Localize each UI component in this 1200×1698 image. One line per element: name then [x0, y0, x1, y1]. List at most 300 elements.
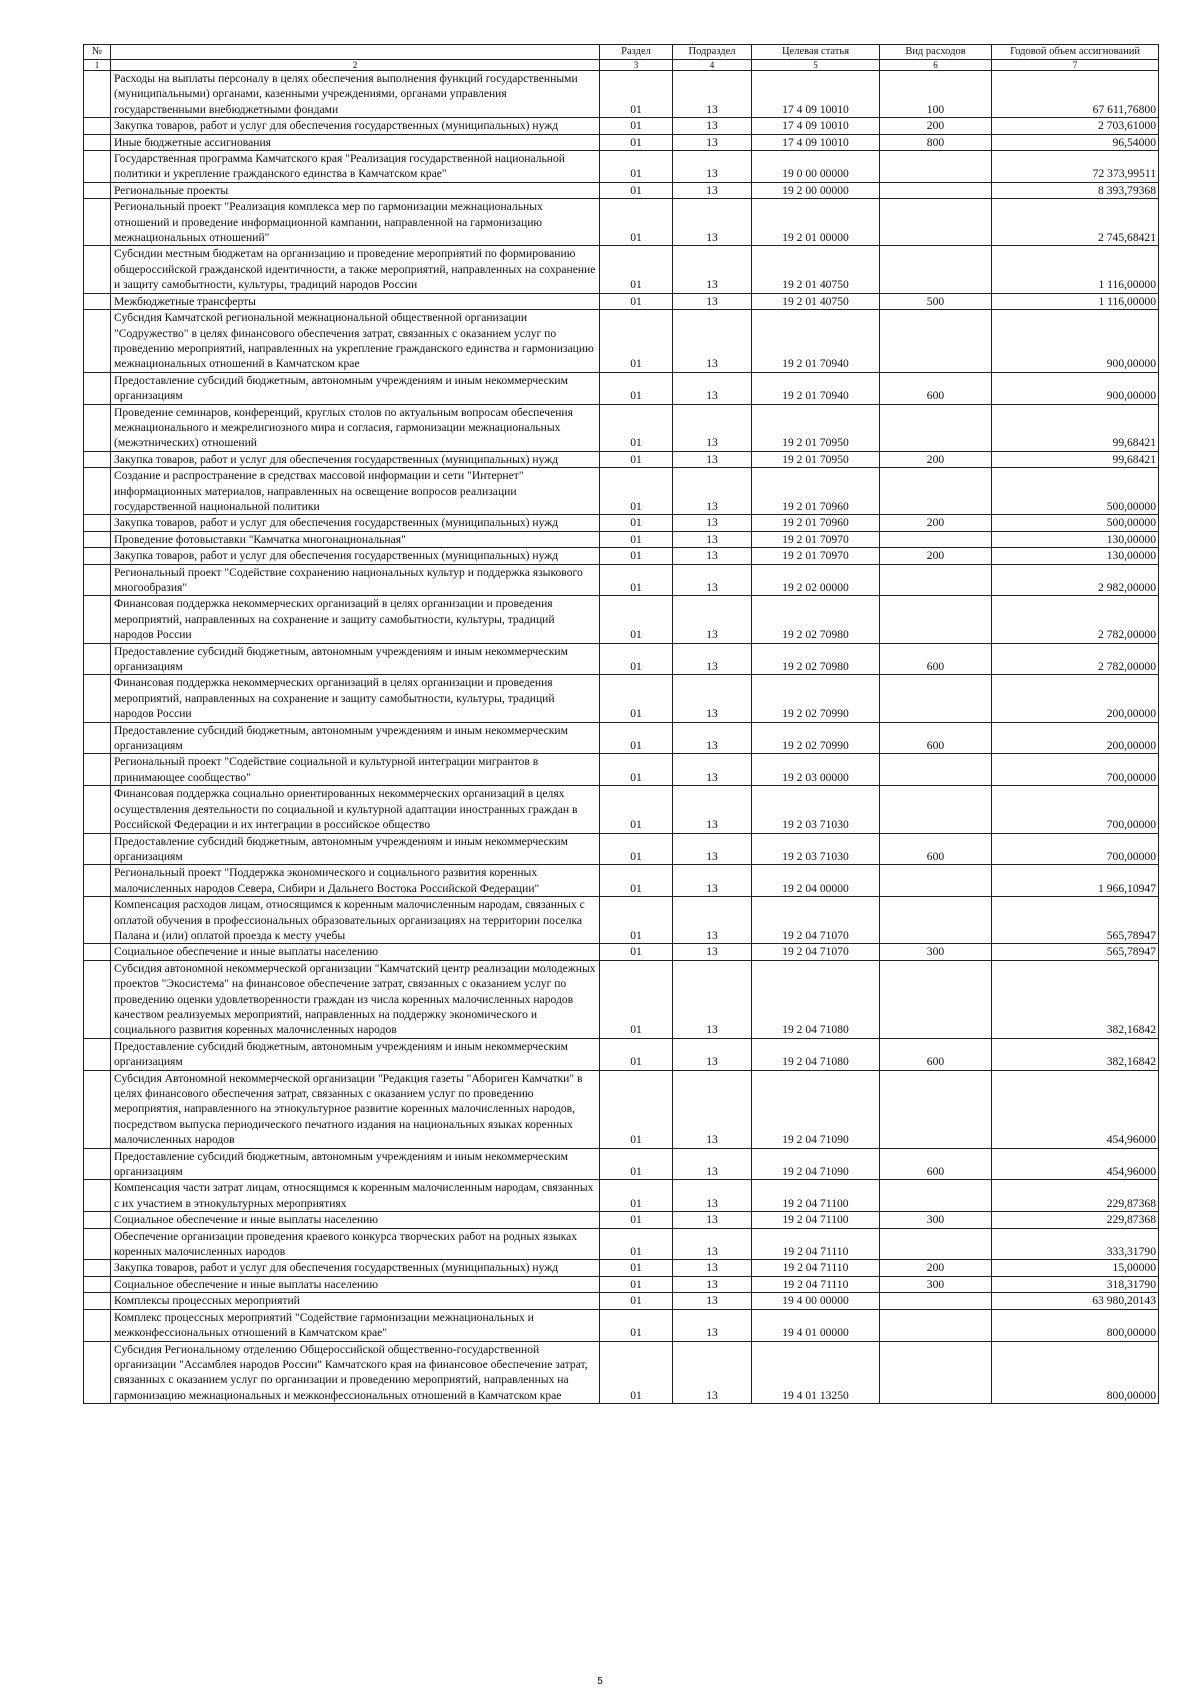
row-amount-cell: 700,00000 [992, 754, 1159, 786]
row-amount-cell: 2 745,68421 [992, 199, 1159, 246]
table-row [84, 1180, 1159, 1212]
table-row [84, 1293, 1159, 1309]
row-expense-type-cell [880, 1309, 992, 1341]
row-expense-type-cell: 200 [880, 548, 992, 564]
row-number-cell [84, 833, 111, 865]
row-target-article-cell: 19 2 02 70990 [752, 722, 880, 754]
table-row [84, 564, 1159, 596]
row-expense-type-cell: 100 [880, 71, 992, 118]
row-podrazdel-cell: 13 [673, 833, 752, 865]
row-podrazdel-cell: 13 [673, 722, 752, 754]
row-amount-cell: 800,00000 [992, 1309, 1159, 1341]
column-number: 2 [111, 60, 600, 71]
row-number-cell [84, 1070, 111, 1148]
row-target-article-cell: 19 4 00 00000 [752, 1293, 880, 1309]
row-name-cell: Предоставление субсидий бюджетным, автономным учреждениям и иным некоммерческим организациям [111, 1148, 600, 1180]
row-razdel-cell: 01 [600, 786, 673, 833]
row-target-article-cell: 19 2 03 71030 [752, 833, 880, 865]
row-expense-type-cell [880, 246, 992, 293]
row-name-cell: Региональный проект "Поддержка экономического и социального развития коренных малочисленных народов Севера, Сибири и Дальнего Востока Российской Федерации" [111, 865, 600, 897]
row-target-article-cell: 19 2 04 71080 [752, 1038, 880, 1070]
row-razdel-cell: 01 [600, 1260, 673, 1276]
row-podrazdel-cell: 13 [673, 1341, 752, 1404]
table-row [84, 515, 1159, 531]
row-name-cell: Социальное обеспечение и иные выплаты населению [111, 1276, 600, 1292]
column-number: 5 [752, 60, 880, 71]
row-amount-cell: 2 782,00000 [992, 596, 1159, 643]
table-row [84, 372, 1159, 404]
row-expense-type-cell [880, 754, 992, 786]
row-amount-cell: 200,00000 [992, 722, 1159, 754]
row-target-article-cell: 19 2 01 40750 [752, 293, 880, 309]
row-amount-cell: 2 982,00000 [992, 564, 1159, 596]
row-name-cell: Субсидия Автономной некоммерческой организации "Редакция газеты "Абориген Камчатки" в целях финансового обеспечения затрат, связанных с оказанием услуг по проведению мероприятия, направленного на этнокультурное развитие коренных малочисленных народов, посредством выпуска периодического печатного издания на национальных языках коренных малочисленных народов [111, 1070, 600, 1148]
row-target-article-cell: 19 4 01 00000 [752, 1309, 880, 1341]
row-podrazdel-cell: 13 [673, 1212, 752, 1228]
row-number-cell [84, 372, 111, 404]
row-razdel-cell: 01 [600, 564, 673, 596]
row-number-cell [84, 293, 111, 309]
table-row [84, 404, 1159, 451]
row-podrazdel-cell: 13 [673, 754, 752, 786]
budget-table [83, 44, 1159, 1404]
row-podrazdel-cell: 13 [673, 1180, 752, 1212]
row-razdel-cell: 01 [600, 833, 673, 865]
row-amount-cell: 63 980,20143 [992, 1293, 1159, 1309]
row-podrazdel-cell: 13 [673, 199, 752, 246]
column-number: 1 [84, 60, 111, 71]
row-amount-cell: 2 782,00000 [992, 643, 1159, 675]
row-expense-type-cell: 600 [880, 372, 992, 404]
row-name-cell: Закупка товаров, работ и услуг для обеспечения государственных (муниципальных) нужд [111, 451, 600, 467]
table-row [84, 1148, 1159, 1180]
row-number-cell [84, 643, 111, 675]
row-razdel-cell: 01 [600, 1309, 673, 1341]
budget-table-sheet [83, 44, 1158, 1404]
row-expense-type-cell: 600 [880, 1038, 992, 1070]
row-amount-cell: 565,78947 [992, 944, 1159, 960]
row-number-cell [84, 468, 111, 515]
row-amount-cell: 99,68421 [992, 451, 1159, 467]
row-razdel-cell: 01 [600, 1341, 673, 1404]
row-target-article-cell: 19 2 02 70990 [752, 675, 880, 722]
table-row [84, 786, 1159, 833]
row-podrazdel-cell: 13 [673, 1276, 752, 1292]
table-row [84, 675, 1159, 722]
row-podrazdel-cell: 13 [673, 182, 752, 198]
row-number-cell [84, 754, 111, 786]
row-amount-cell: 500,00000 [992, 515, 1159, 531]
row-amount-cell: 500,00000 [992, 468, 1159, 515]
row-name-cell: Комплексы процессных мероприятий [111, 1293, 600, 1309]
row-podrazdel-cell: 13 [673, 404, 752, 451]
row-amount-cell: 229,87368 [992, 1212, 1159, 1228]
row-razdel-cell: 01 [600, 1276, 673, 1292]
table-row [84, 468, 1159, 515]
page-number: 5 [597, 1676, 603, 1687]
row-podrazdel-cell: 13 [673, 865, 752, 897]
row-amount-cell: 382,16842 [992, 1038, 1159, 1070]
row-target-article-cell: 19 2 00 00000 [752, 182, 880, 198]
row-podrazdel-cell: 13 [673, 596, 752, 643]
row-expense-type-cell [880, 182, 992, 198]
row-razdel-cell: 01 [600, 960, 673, 1038]
table-row [84, 897, 1159, 944]
row-number-cell [84, 1276, 111, 1292]
row-razdel-cell: 01 [600, 531, 673, 547]
row-razdel-cell: 01 [600, 71, 673, 118]
row-expense-type-cell [880, 199, 992, 246]
row-razdel-cell: 01 [600, 643, 673, 675]
row-podrazdel-cell: 13 [673, 944, 752, 960]
table-row [84, 1276, 1159, 1292]
row-target-article-cell: 19 2 04 71070 [752, 897, 880, 944]
row-expense-type-cell [880, 786, 992, 833]
row-target-article-cell: 19 2 01 70970 [752, 548, 880, 564]
row-target-article-cell: 19 2 01 70960 [752, 515, 880, 531]
row-target-article-cell: 19 2 03 00000 [752, 754, 880, 786]
row-number-cell [84, 944, 111, 960]
row-razdel-cell: 01 [600, 675, 673, 722]
row-number-cell [84, 564, 111, 596]
row-number-cell [84, 548, 111, 564]
row-number-cell [84, 118, 111, 134]
table-row [84, 246, 1159, 293]
row-number-cell [84, 897, 111, 944]
header-annual-amount: Годовой объем ассигнований [992, 45, 1159, 60]
row-target-article-cell: 19 2 02 00000 [752, 564, 880, 596]
row-expense-type-cell [880, 1341, 992, 1404]
header-name [111, 45, 600, 60]
row-amount-cell: 1 966,10947 [992, 865, 1159, 897]
table-row [84, 1260, 1159, 1276]
row-razdel-cell: 01 [600, 596, 673, 643]
row-razdel-cell: 01 [600, 451, 673, 467]
row-razdel-cell: 01 [600, 754, 673, 786]
table-row [84, 596, 1159, 643]
row-name-cell: Закупка товаров, работ и услуг для обеспечения государственных (муниципальных) нужд [111, 515, 600, 531]
row-amount-cell: 1 116,00000 [992, 293, 1159, 309]
row-target-article-cell: 19 2 04 71100 [752, 1180, 880, 1212]
row-podrazdel-cell: 13 [673, 675, 752, 722]
row-amount-cell: 229,87368 [992, 1180, 1159, 1212]
row-number-cell [84, 1309, 111, 1341]
row-amount-cell: 454,96000 [992, 1070, 1159, 1148]
table-row [84, 833, 1159, 865]
row-podrazdel-cell: 13 [673, 451, 752, 467]
row-target-article-cell: 19 2 01 70940 [752, 310, 880, 373]
row-target-article-cell: 19 2 04 71090 [752, 1148, 880, 1180]
row-target-article-cell: 19 2 01 70950 [752, 451, 880, 467]
row-razdel-cell: 01 [600, 293, 673, 309]
row-amount-cell: 900,00000 [992, 372, 1159, 404]
row-number-cell [84, 134, 111, 150]
column-number: 3 [600, 60, 673, 71]
row-podrazdel-cell: 13 [673, 643, 752, 675]
row-razdel-cell: 01 [600, 1180, 673, 1212]
table-row [84, 310, 1159, 373]
row-amount-cell: 333,31790 [992, 1228, 1159, 1260]
row-amount-cell: 318,31790 [992, 1276, 1159, 1292]
row-expense-type-cell [880, 531, 992, 547]
row-number-cell [84, 596, 111, 643]
row-number-cell [84, 1038, 111, 1070]
row-name-cell: Компенсация расходов лицам, относящимся к коренным малочисленным народам, связанных с оплатой обучения в профессиональных образовательных организациях на территории поселка Палана и (или) оплатой проезда к месту учебы [111, 897, 600, 944]
table-row [84, 451, 1159, 467]
column-number: 7 [992, 60, 1159, 71]
row-number-cell [84, 1228, 111, 1260]
header-expense-type: Вид расходов [880, 45, 992, 60]
row-razdel-cell: 01 [600, 722, 673, 754]
row-name-cell: Субсидия автономной некоммерческой организации "Камчатский центр реализации молодежных проектов "Экосистема" на финансовое обеспечение затрат, связанных с оказанием услуг по проведению оценки удовлетворенности граждан из числа коренных малочисленных народов качеством реализуемых мероприятий, направленных на поддержку экономического и социального развития коренных малочисленных народов [111, 960, 600, 1038]
row-number-cell [84, 1180, 111, 1212]
row-razdel-cell: 01 [600, 246, 673, 293]
row-number-cell [84, 675, 111, 722]
table-row [84, 1070, 1159, 1148]
row-number-cell [84, 1212, 111, 1228]
row-podrazdel-cell: 13 [673, 1260, 752, 1276]
table-row [84, 722, 1159, 754]
row-podrazdel-cell: 13 [673, 531, 752, 547]
row-razdel-cell: 01 [600, 134, 673, 150]
row-amount-cell: 454,96000 [992, 1148, 1159, 1180]
row-expense-type-cell: 600 [880, 643, 992, 675]
row-expense-type-cell: 200 [880, 451, 992, 467]
row-name-cell: Закупка товаров, работ и услуг для обеспечения государственных (муниципальных) нужд [111, 1260, 600, 1276]
row-name-cell: Субсидии местным бюджетам на организацию и проведение мероприятий по формированию общероссийской гражданской идентичности, а также мероприятий, направленных на сохранение и защиту самобытности, культуры, традиций народов России [111, 246, 600, 293]
row-number-cell [84, 1260, 111, 1276]
row-target-article-cell: 19 2 04 71090 [752, 1070, 880, 1148]
row-razdel-cell: 01 [600, 372, 673, 404]
header-razdel: Раздел [600, 45, 673, 60]
row-name-cell: Региональный проект "Реализация комплекса мер по гармонизации межнациональных отношений и проведение информационной кампании, направленной на гармонизацию межнациональных отношений" [111, 199, 600, 246]
row-target-article-cell: 19 2 01 70960 [752, 468, 880, 515]
row-target-article-cell: 19 2 01 40750 [752, 246, 880, 293]
row-amount-cell: 130,00000 [992, 531, 1159, 547]
row-expense-type-cell: 200 [880, 118, 992, 134]
row-target-article-cell: 17 4 09 10010 [752, 134, 880, 150]
row-expense-type-cell: 300 [880, 944, 992, 960]
row-amount-cell: 565,78947 [992, 897, 1159, 944]
row-expense-type-cell [880, 1228, 992, 1260]
table-row [84, 182, 1159, 198]
row-expense-type-cell [880, 468, 992, 515]
row-number-cell [84, 151, 111, 183]
row-name-cell: Закупка товаров, работ и услуг для обеспечения государственных (муниципальных) нужд [111, 118, 600, 134]
row-target-article-cell: 19 2 01 70940 [752, 372, 880, 404]
row-podrazdel-cell: 13 [673, 786, 752, 833]
row-name-cell: Финансовая поддержка некоммерческих организаций в целях организации и проведения мероприятий, направленных на сохранение и защиту самобытности, культуры, традиций народов России [111, 675, 600, 722]
row-podrazdel-cell: 13 [673, 1309, 752, 1341]
row-expense-type-cell [880, 151, 992, 183]
column-number-row [84, 60, 1159, 71]
table-row [84, 151, 1159, 183]
row-name-cell: Социальное обеспечение и иные выплаты населению [111, 944, 600, 960]
row-podrazdel-cell: 13 [673, 468, 752, 515]
row-name-cell: Комплекс процессных мероприятий "Содействие гармонизации межнациональных и межконфессиональных отношений в Камчатском крае" [111, 1309, 600, 1341]
row-number-cell [84, 786, 111, 833]
row-razdel-cell: 01 [600, 1212, 673, 1228]
row-podrazdel-cell: 13 [673, 1070, 752, 1148]
row-razdel-cell: 01 [600, 548, 673, 564]
row-target-article-cell: 19 2 02 70980 [752, 596, 880, 643]
row-target-article-cell: 19 2 04 71110 [752, 1260, 880, 1276]
table-row [84, 531, 1159, 547]
row-name-cell: Предоставление субсидий бюджетным, автономным учреждениям и иным некоммерческим организациям [111, 643, 600, 675]
row-target-article-cell: 19 2 04 71080 [752, 960, 880, 1038]
row-number-cell [84, 1341, 111, 1404]
row-podrazdel-cell: 13 [673, 71, 752, 118]
row-name-cell: Межбюджетные трансферты [111, 293, 600, 309]
row-number-cell [84, 1148, 111, 1180]
row-expense-type-cell [880, 1293, 992, 1309]
row-podrazdel-cell: 13 [673, 372, 752, 404]
row-razdel-cell: 01 [600, 897, 673, 944]
row-expense-type-cell [880, 675, 992, 722]
row-podrazdel-cell: 13 [673, 960, 752, 1038]
row-name-cell: Создание и распространение в средствах массовой информации и сети "Интернет" информационных материалов, направленных на освещение вопросов реализации государственной национальной политики [111, 468, 600, 515]
row-podrazdel-cell: 13 [673, 564, 752, 596]
row-number-cell [84, 722, 111, 754]
table-row [84, 1309, 1159, 1341]
row-razdel-cell: 01 [600, 1293, 673, 1309]
row-target-article-cell: 19 2 01 70970 [752, 531, 880, 547]
table-row [84, 548, 1159, 564]
row-razdel-cell: 01 [600, 468, 673, 515]
row-razdel-cell: 01 [600, 1038, 673, 1070]
row-expense-type-cell: 300 [880, 1276, 992, 1292]
row-number-cell [84, 404, 111, 451]
row-target-article-cell: 19 2 04 71070 [752, 944, 880, 960]
row-target-article-cell: 19 2 03 71030 [752, 786, 880, 833]
row-podrazdel-cell: 13 [673, 310, 752, 373]
row-name-cell: Финансовая поддержка социально ориентированных некоммерческих организаций в целях осуществления деятельности по социальной и культурной адаптации иностранных граждан в Российской Федерации и их интеграции в российское общество [111, 786, 600, 833]
table-row [84, 293, 1159, 309]
row-expense-type-cell: 500 [880, 293, 992, 309]
row-name-cell: Государственная программа Камчатского края "Реализация государственной национальной политики и укрепление гражданского единства в Камчатском крае" [111, 151, 600, 183]
row-razdel-cell: 01 [600, 865, 673, 897]
row-razdel-cell: 01 [600, 1070, 673, 1148]
row-expense-type-cell [880, 865, 992, 897]
row-number-cell [84, 182, 111, 198]
row-amount-cell: 15,00000 [992, 1260, 1159, 1276]
row-name-cell: Иные бюджетные ассигнования [111, 134, 600, 150]
row-name-cell: Социальное обеспечение и иные выплаты населению [111, 1212, 600, 1228]
table-row [84, 960, 1159, 1038]
row-razdel-cell: 01 [600, 199, 673, 246]
row-number-cell [84, 310, 111, 373]
row-name-cell: Финансовая поддержка некоммерческих организаций в целях организации и проведения мероприятий, направленных на сохранение и защиту самобытности, культуры, традиций народов России [111, 596, 600, 643]
row-podrazdel-cell: 13 [673, 246, 752, 293]
row-target-article-cell: 19 2 01 70950 [752, 404, 880, 451]
row-amount-cell: 200,00000 [992, 675, 1159, 722]
row-podrazdel-cell: 13 [673, 118, 752, 134]
table-row [84, 944, 1159, 960]
row-target-article-cell: 19 2 04 71110 [752, 1276, 880, 1292]
row-number-cell [84, 199, 111, 246]
row-number-cell [84, 246, 111, 293]
row-name-cell: Расходы на выплаты персоналу в целях обеспечения выполнения функций государственными (муниципальными) органами, казенными учреждениями, органами управления государственными внебюджетными фондами [111, 71, 600, 118]
row-razdel-cell: 01 [600, 118, 673, 134]
row-expense-type-cell: 600 [880, 833, 992, 865]
row-podrazdel-cell: 13 [673, 293, 752, 309]
row-expense-type-cell [880, 1180, 992, 1212]
row-name-cell: Закупка товаров, работ и услуг для обеспечения государственных (муниципальных) нужд [111, 548, 600, 564]
row-number-cell [84, 531, 111, 547]
table-row [84, 1038, 1159, 1070]
row-amount-cell: 700,00000 [992, 786, 1159, 833]
header-number: № [84, 45, 111, 60]
row-number-cell [84, 515, 111, 531]
row-name-cell: Проведение семинаров, конференций, круглых столов по актуальным вопросам обеспечения межнационального и межрелигиозного мира и согласия, гармонизации межнациональных (межэтнических) отношений [111, 404, 600, 451]
table-row [84, 118, 1159, 134]
row-razdel-cell: 01 [600, 404, 673, 451]
table-header-row [84, 45, 1159, 60]
table-row [84, 1228, 1159, 1260]
table-row [84, 754, 1159, 786]
row-amount-cell: 700,00000 [992, 833, 1159, 865]
row-expense-type-cell [880, 897, 992, 944]
row-amount-cell: 67 611,76800 [992, 71, 1159, 118]
row-name-cell: Компенсация части затрат лицам, относящимся к коренным малочисленным народам, связанных с их участием в этнокультурных мероприятиях [111, 1180, 600, 1212]
row-name-cell: Региональный проект "Содействие сохранению национальных культур и поддержка языкового многообразия" [111, 564, 600, 596]
row-name-cell: Предоставление субсидий бюджетным, автономным учреждениям и иным некоммерческим организациям [111, 372, 600, 404]
row-amount-cell: 2 703,61000 [992, 118, 1159, 134]
row-expense-type-cell: 200 [880, 1260, 992, 1276]
row-razdel-cell: 01 [600, 1228, 673, 1260]
table-row [84, 134, 1159, 150]
row-target-article-cell: 19 2 04 71110 [752, 1228, 880, 1260]
row-number-cell [84, 1293, 111, 1309]
row-expense-type-cell: 300 [880, 1212, 992, 1228]
row-expense-type-cell [880, 596, 992, 643]
row-target-article-cell: 19 2 04 71100 [752, 1212, 880, 1228]
row-name-cell: Субсидия Камчатской региональной межнациональной общественной организации "Содружество" в целях финансового обеспечения затрат, связанных с оказанием услуг по проведению мероприятий, направленных на укрепление гражданского единства и гармонизацию межнациональных отношений в Камчатском крае [111, 310, 600, 373]
row-name-cell: Региональные проекты [111, 182, 600, 198]
row-amount-cell: 1 116,00000 [992, 246, 1159, 293]
row-podrazdel-cell: 13 [673, 1038, 752, 1070]
row-podrazdel-cell: 13 [673, 151, 752, 183]
row-number-cell [84, 865, 111, 897]
row-amount-cell: 382,16842 [992, 960, 1159, 1038]
header-podrazdel: Подраздел [673, 45, 752, 60]
row-expense-type-cell [880, 310, 992, 373]
row-number-cell [84, 960, 111, 1038]
row-name-cell: Предоставление субсидий бюджетным, автономным учреждениям и иным некоммерческим организациям [111, 1038, 600, 1070]
row-amount-cell: 99,68421 [992, 404, 1159, 451]
row-target-article-cell: 19 0 00 00000 [752, 151, 880, 183]
row-name-cell: Субсидия Региональному отделению Общероссийской общественно-государственной организации "Ассамблея народов России" Камчатского края на финансовое обеспечение затрат, связанных с оказанием услуг по организации и проведению мероприятий, направленных на гармонизацию межнациональных и межконфессиональных отношений в Камчатском крае [111, 1341, 600, 1404]
row-name-cell: Обеспечение организации проведения краевого конкурса творческих работ на родных языках коренных малочисленных народов [111, 1228, 600, 1260]
table-row [84, 1341, 1159, 1404]
row-expense-type-cell [880, 1070, 992, 1148]
row-target-article-cell: 17 4 09 10010 [752, 71, 880, 118]
header-target-article: Целевая статья [752, 45, 880, 60]
row-target-article-cell: 19 2 02 70980 [752, 643, 880, 675]
row-expense-type-cell: 800 [880, 134, 992, 150]
table-row [84, 643, 1159, 675]
row-razdel-cell: 01 [600, 182, 673, 198]
row-number-cell [84, 71, 111, 118]
row-target-article-cell: 17 4 09 10010 [752, 118, 880, 134]
row-number-cell [84, 451, 111, 467]
row-target-article-cell: 19 4 01 13250 [752, 1341, 880, 1404]
row-amount-cell: 900,00000 [992, 310, 1159, 373]
table-row [84, 1212, 1159, 1228]
row-razdel-cell: 01 [600, 515, 673, 531]
row-amount-cell: 72 373,99511 [992, 151, 1159, 183]
row-expense-type-cell [880, 404, 992, 451]
